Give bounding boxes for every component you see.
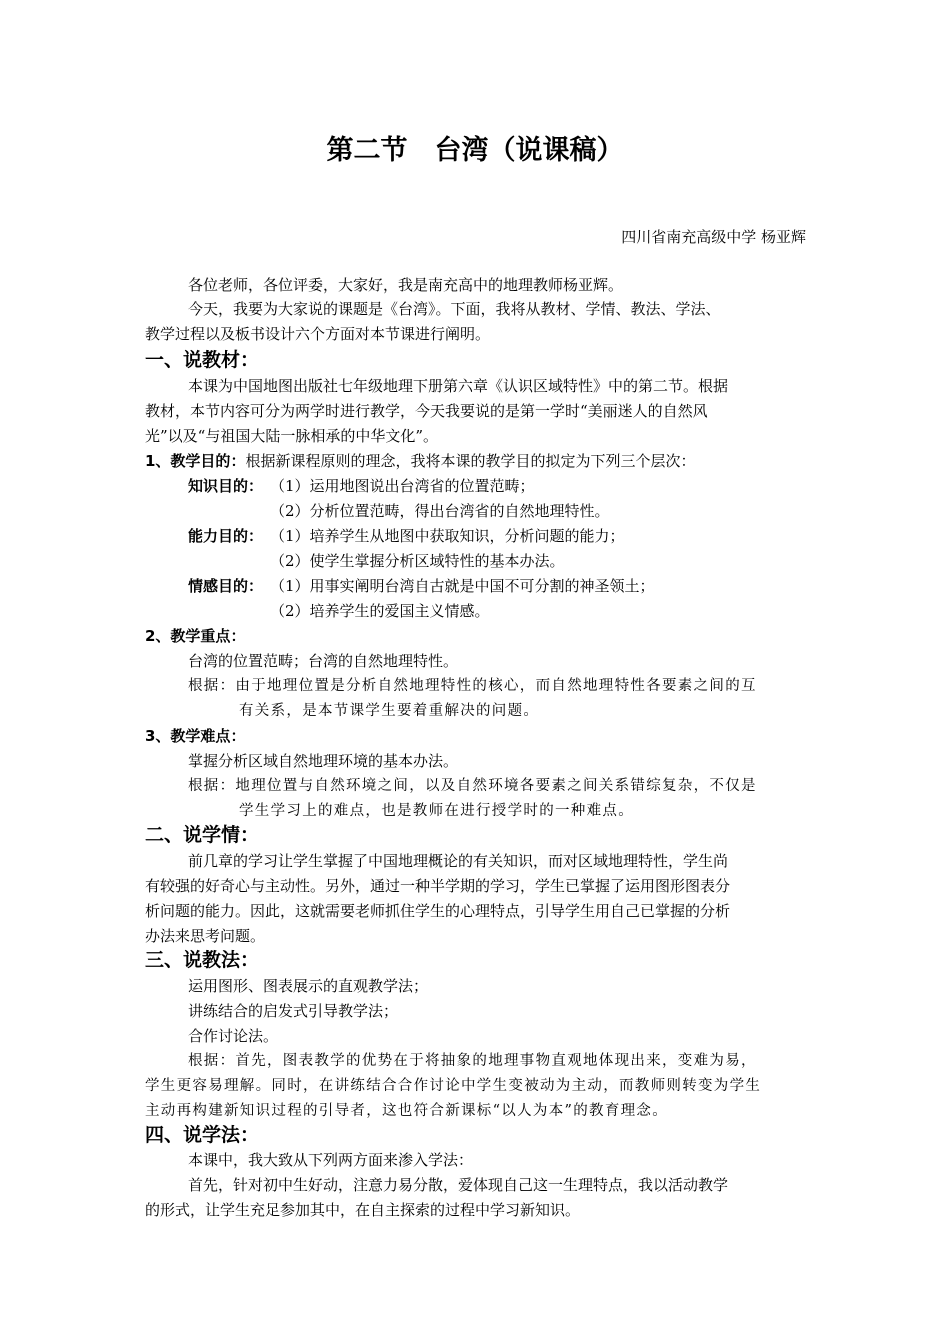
- teaching-method-item: 讲练结合的启发式引导教学法；: [188, 1002, 399, 1020]
- key-point-basis-line: 有关系，是本节课学生要着重解决的问题。: [239, 703, 540, 719]
- section-heading-teaching-methods: 三、说教法：: [145, 949, 260, 971]
- intro-topic-line: 教学过程以及板书设计六个方面对本节课进行阐明。: [145, 325, 491, 343]
- section-heading-textbook: 一、说教材：: [145, 349, 260, 371]
- key-point-label: 2、教学重点：: [145, 627, 246, 645]
- learning-paragraph-line: 首先，针对初中生好动，注意力易分散，爱体现自己这一生理特点，我以活动教学: [188, 1176, 729, 1194]
- knowledge-goal-item: （2）分析位置范畴，得出台湾省的自然地理特性。: [270, 502, 610, 520]
- students-paragraph-line: 有较强的好奇心与主动性。另外，通过一种半学期的学习，学生已掌握了运用图形图表分: [145, 877, 731, 895]
- difficulty-basis-line: 根据：地理位置与自然环境之间，以及自然环境各要素之间关系错综复杂，不仅是: [188, 778, 757, 794]
- teaching-method-item: 合作讨论法。: [188, 1027, 279, 1045]
- emotion-goal-item: （2）培养学生的爱国主义情感。: [270, 602, 490, 620]
- students-paragraph-line: 办法来思考问题。: [145, 927, 266, 945]
- teaching-basis-line: 主动再构建新知识过程的引导者，这也符合新课标“以人为本”的教育理念。: [145, 1103, 669, 1119]
- goals-line: [145, 449, 695, 473]
- learning-paragraph-line: 本课中，我大致从下列两方面来渗入学法：: [188, 1151, 474, 1169]
- goals-label: 1、教学目的：: [145, 452, 246, 470]
- section-heading-students: 二、说学情：: [145, 824, 260, 846]
- students-paragraph-line: 析问题的能力。因此，这就需要老师抓住学生的心理特点，引导学生用自己已掌握的分析: [145, 902, 731, 920]
- key-point-text: 台湾的位置范畴；台湾的自然地理特性。: [188, 652, 459, 670]
- knowledge-goal-item: （1）运用地图说出台湾省的位置范畴；: [270, 477, 535, 495]
- emotion-goal-item: （1）用事实阐明台湾自古就是中国不可分割的神圣领土；: [270, 577, 655, 595]
- students-paragraph-line: 前几章的学习让学生掌握了中国地理概论的有关知识，而对区域地理特性，学生尚: [188, 852, 729, 870]
- ability-goal-label: 能力目的：: [188, 527, 264, 545]
- emotion-goal-label: 情感目的：: [188, 577, 264, 595]
- teaching-basis-line: 根据：首先，图表教学的优势在于将抽象的地理事物直观地体现出来，变难为易，: [188, 1053, 757, 1069]
- difficulty-label: 3、教学难点：: [145, 727, 246, 745]
- teaching-basis-line: 学生更容易理解。同时，在讲练结合合作讨论中学生变被动为主动，而教师则转变为学生: [145, 1078, 762, 1094]
- goals-text: 根据新课程原则的理念，我将本课的教学目的拟定为下列三个层次：: [245, 452, 696, 470]
- page-title: 第二节 台湾（说课稿）: [326, 135, 624, 166]
- textbook-paragraph-line: 光”以及“与祖国大陆一脉相承的中华文化”。: [145, 427, 439, 445]
- ability-goal-item: （1）培养学生从地图中获取知识，分析问题的能力；: [270, 527, 625, 545]
- difficulty-basis-line: 学生学习上的难点，也是教师在进行授学时的一种难点。: [239, 803, 634, 819]
- learning-paragraph-line: 的形式，让学生充足参加其中，在自主探索的过程中学习新知识。: [145, 1201, 581, 1219]
- intro-topic-line: 今天，我要为大家说的课题是《台湾》。下面，我将从教材、学情、教法、学法、: [188, 300, 721, 318]
- knowledge-goal-label: 知识目的：: [188, 477, 264, 495]
- author-line: 四川省南充高级中学 杨亚辉: [621, 228, 806, 246]
- section-heading-learning-methods: 四、说学法：: [145, 1124, 260, 1146]
- textbook-paragraph-line: 本课为中国地图出版社七年级地理下册第六章《认识区域特性》中的第二节。根据: [188, 377, 729, 395]
- textbook-paragraph-line: 教材，本节内容可分为两学时进行教学，今天我要说的是第一学时“美丽迷人的自然风: [145, 402, 708, 420]
- teaching-method-item: 运用图形、图表展示的直观教学法；: [188, 977, 429, 995]
- difficulty-text: 掌握分析区域自然地理环境的基本办法。: [188, 752, 459, 770]
- intro-greeting: 各位老师，各位评委，大家好，我是南充高中的地理教师杨亚辉。: [188, 276, 624, 294]
- key-point-basis-line: 根据：由于地理位置是分析自然地理特性的核心，而自然地理特性各要素之间的互: [188, 678, 757, 694]
- ability-goal-item: （2）使学生掌握分析区域特性的基本办法。: [270, 552, 565, 570]
